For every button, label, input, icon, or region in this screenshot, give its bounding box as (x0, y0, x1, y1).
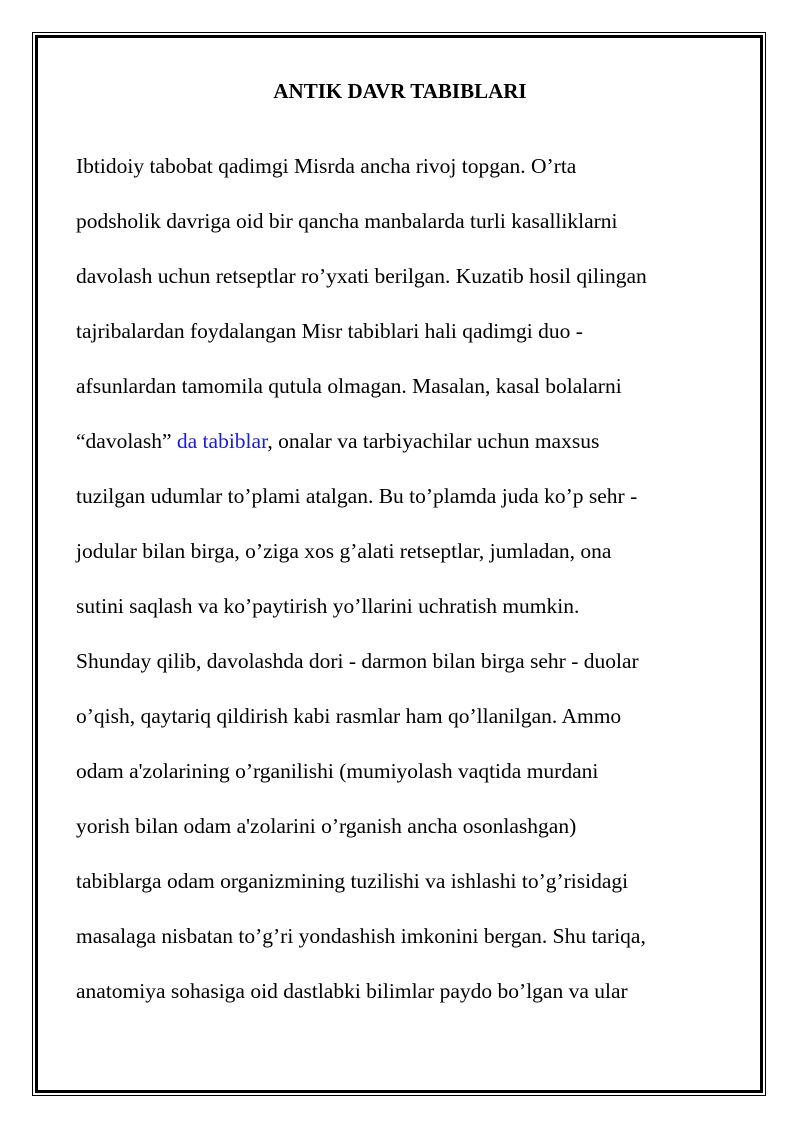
text-line: afsunlardan tamomila qutula olmagan. Masalan, kasal bolalarni (76, 374, 622, 398)
body-text (76, 148, 726, 1028)
text-line: tuzilgan udumlar to’plami atalgan. Bu to’plamda juda ko’p sehr - (76, 484, 638, 508)
text-line: odam a'zolarining o’rganilishi (mumiyolash vaqtida murdani (76, 759, 599, 783)
hyperlink-da-tabiblar[interactable]: da tabiblar (176, 429, 268, 453)
text-line-with-link (76, 423, 726, 478)
text-line: podsholik davriga oid bir qancha manbalarda turli kasalliklarni (76, 209, 618, 233)
text-line: anatomiya sohasiga oid dastlabki bilimlar paydo bo’lgan va ular (76, 979, 628, 1003)
text-line: masalaga nisbatan to’g’ri yondashish imkonini bergan. Shu tariqa, (76, 924, 646, 948)
text-line: yorish bilan odam a'zolarini o’rganish ancha osonlashgan) (76, 814, 577, 838)
text-before-link: “davolash” (76, 429, 177, 453)
page-title: ANTIK DAVR TABIBLARI (273, 79, 527, 103)
text-line: jodular bilan birga, o’ziga xos g’alati retseptlar, jumladan, ona (76, 539, 612, 563)
text-line: tabiblarga odam organizmining tuzilishi va ishlashi to’g’risidagi (76, 869, 629, 893)
text-line: tajribalardan foydalangan Misr tabiblari hali qadimgi duo - (76, 319, 583, 343)
text-line: Ibtidoiy tabobat qadimgi Misrda ancha rivoj topgan. O’rta (76, 154, 577, 178)
text-line: davolash uchun retseptlar ro’yxati berilgan. Kuzatib hosil qilingan (76, 264, 647, 288)
text-line: Shunday qilib, davolashda dori - darmon bilan birga sehr - duolar (76, 649, 639, 673)
text-line: o’qish, qaytariq qildirish kabi rasmlar ham qo’llanilgan. Ammo (76, 704, 622, 728)
text-line: sutini saqlash va ko’paytirish yo’llarini uchratish mumkin. (76, 594, 580, 618)
text-after-link: , onalar va tarbiyachilar uchun maxsus (267, 429, 600, 453)
